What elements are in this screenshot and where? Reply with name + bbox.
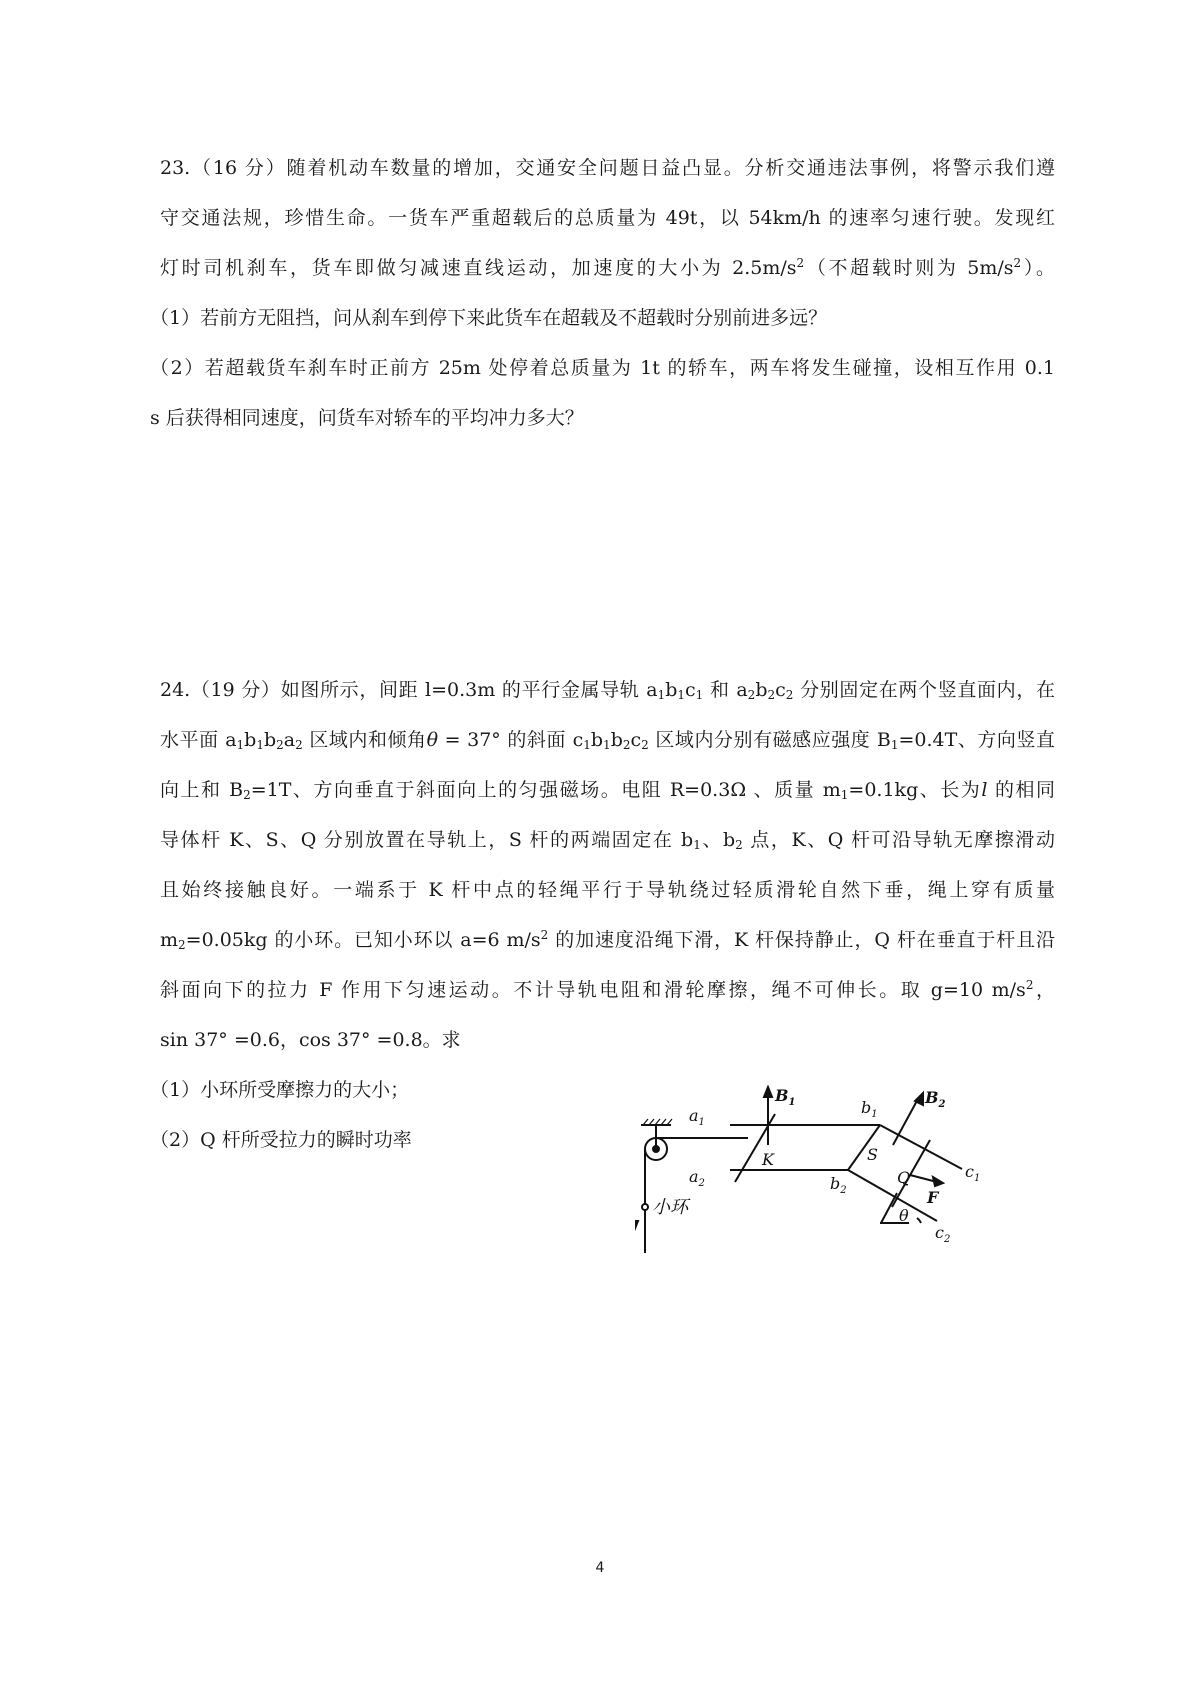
label-a2: $a_2$: [689, 1167, 705, 1189]
label-theta: θ: [899, 1206, 909, 1225]
label-c2: $c_2$: [935, 1223, 951, 1245]
label-a1: $a_1$: [689, 1106, 705, 1128]
b2-arrow-icon: [893, 1097, 919, 1145]
q24-line-3: 向上和 $B_2=1T$、方向垂直于斜面向上的匀强磁场。电阻 R=0.3Ω 、质量 $m_1=0.1kg$、长为l 的相同: [160, 779, 1056, 802]
q23-sub-question-2: （2）若超载货车刹车时正前方 25m 处停着总质量为 1t 的轿车，两车将发生碰撞，设相互作用 0.1 s 后获得相同速度，问货车对轿车的平均冲力多大？: [150, 357, 1055, 429]
question-24: [160, 665, 1055, 1065]
q24-line-7: 斜面向下的拉力 F 作用下匀速运动。不计导轨电阻和滑轮摩擦，绳不可伸长。取 g=10 $m/s^2$，: [160, 978, 1055, 1001]
q24-line-5: 且始终接触良好。一端系于 K 杆中点的轻绳平行于导轨绕过轻质滑轮自然下垂，绳上穿有质量: [160, 879, 1055, 901]
page-number: 4: [595, 1560, 605, 1576]
f-arrow-head: [933, 1177, 943, 1186]
rail-diagram: [635, 1085, 1035, 1265]
q24-line-2: 水平面 $a_1b_1b_2a_2$ 区域内和倾角θ = 37° 的斜面 $c_1b_1b_2c_2$ 区域内分别有磁感应强度 $B_1=0.4T$、方向竖直: [160, 729, 1056, 752]
label-f: F: [927, 1188, 939, 1207]
q23-sub-question-1: （1）若前方无阻挡，问从刹车到停下来此货车在超载及不超载时分别前进多远？: [150, 307, 828, 329]
q23-line-2: 守交通法规，珍惜生命。一货车严重超载后的总质量为 49t，以 54km/h 的速率匀速行驶。发现红: [160, 207, 1055, 229]
q23-line-3: 灯时司机刹车，货车即做匀减速直线运动，加速度的大小为 $2.5m/s^2$（不超载时则为 $5m/s^2$）。: [160, 256, 1055, 279]
angle-vertical-line: [881, 1193, 897, 1223]
q23-line-1: 23.（16 分）随着机动车数量的增加，交通安全问题日益凸显。分析交通违法事例，将警示我们遵: [160, 157, 1055, 179]
label-ring: 小环: [652, 1197, 688, 1218]
label-b2-field: $B_2$: [925, 1088, 946, 1110]
label-k: K: [762, 1150, 774, 1169]
q24-line-6: $m_2=0.05kg$ 的小环。已知小环以 a=6 $m/s^2$ 的加速度沿绳下滑，K 杆保持静止，Q 杆在垂直于杆且沿: [160, 928, 1055, 952]
q24-sub-question-1: （1）小环所受摩擦力的大小；: [150, 1079, 410, 1101]
angle-arc: [917, 1218, 921, 1223]
b1-arrow-head: [764, 1087, 772, 1097]
label-q: Q: [897, 1168, 911, 1187]
label-b1: $b_1$: [861, 1098, 878, 1120]
label-b1-field: $B_1$: [775, 1086, 796, 1108]
label-s: S: [867, 1145, 878, 1164]
question-23: [160, 143, 1055, 293]
q24-sub-question-2: （2）Q 杆所受拉力的瞬时功率: [150, 1129, 412, 1151]
q24-line-4: 导体杆 K、S、Q 分别放置在导轨上，S 杆的两端固定在 $b_1$、$b_2$ 点，K、Q 杆可沿导轨无摩擦滑动: [160, 829, 1055, 852]
q24-line-1: 24.（19 分）如图所示，间距 l=0.3m 的平行金属导轨 $a_1b_1c_1$ 和 $a_2b_2c_2$ 分别固定在两个竖直面内，在: [160, 679, 1055, 702]
label-b2: $b_2$: [830, 1174, 847, 1196]
ring-icon: [642, 1204, 648, 1210]
rail-b1-c1: [880, 1125, 962, 1169]
q24-line-8: sin 37° =0.6，cos 37° =0.8。求: [160, 1029, 461, 1051]
ring-arrow-head: [635, 1221, 638, 1231]
label-c1: $c_1$: [965, 1162, 981, 1184]
pulley-axle: [653, 1146, 659, 1152]
